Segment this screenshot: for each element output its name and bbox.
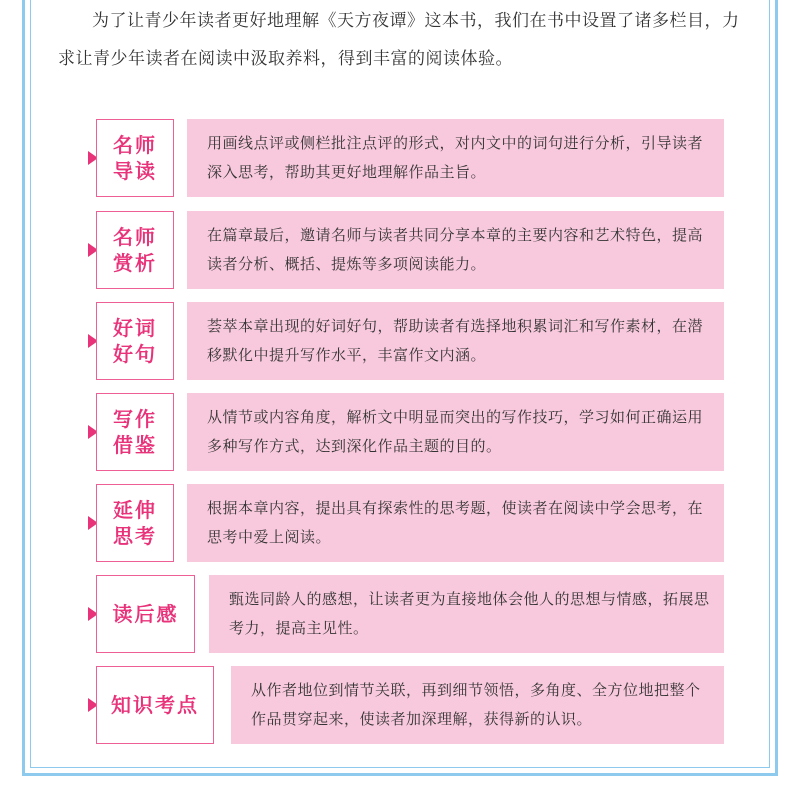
section-label bbox=[96, 211, 174, 289]
section-label bbox=[96, 575, 195, 653]
label-line-1: 好词 bbox=[113, 316, 157, 340]
label-line-2: 导读 bbox=[113, 159, 157, 183]
label-line-2: 赏析 bbox=[113, 251, 157, 275]
label-line-2: 好句 bbox=[113, 342, 157, 366]
section-description: 从情节或内容角度，解析文中明显而突出的写作技巧，学习如何正确运用多种写作方式，达到深化作品主题的目的。 bbox=[187, 393, 724, 471]
section-label bbox=[96, 393, 174, 471]
label-line-2: 借鉴 bbox=[113, 433, 157, 457]
section-label bbox=[96, 666, 214, 744]
section-label bbox=[96, 484, 174, 562]
section-description: 根据本章内容，提出具有探索性的思考题，使读者在阅读中学会思考，在思考中爱上阅读。 bbox=[187, 484, 724, 562]
section-description: 在篇章最后，邀请名师与读者共同分享本章的主要内容和艺术特色，提高读者分析、概括、提炼等多项阅读能力。 bbox=[187, 211, 724, 289]
label-line-1: 延伸 bbox=[113, 498, 157, 522]
section-description: 从作者地位到情节关联，再到细节领悟，多角度、全方位地把整个作品贯穿起来，使读者加深理解，获得新的认识。 bbox=[231, 666, 724, 744]
label-line-1: 写作 bbox=[113, 407, 157, 431]
section-description: 甄选同龄人的感想，让读者更为直接地体会他人的思想与情感，拓展思考力，提高主见性。 bbox=[209, 575, 724, 653]
section-label bbox=[96, 302, 174, 380]
label-line-1: 读后感 bbox=[112, 602, 179, 626]
section-description: 荟萃本章出现的好词好句，帮助读者有选择地积累词汇和写作素材，在潜移默化中提升写作水平，丰富作文内涵。 bbox=[187, 302, 724, 380]
section-label bbox=[96, 119, 174, 197]
label-line-1: 名师 bbox=[113, 225, 157, 249]
intro-paragraph: 为了让青少年读者更好地理解《天方夜谭》这本书，我们在书中设置了诸多栏目，力求让青少年读者在阅读中汲取养料，得到丰富的阅读体验。 bbox=[58, 11, 740, 69]
label-line-1: 知识考点 bbox=[111, 693, 199, 717]
label-line-2: 思考 bbox=[113, 524, 157, 548]
section-description: 用画线点评或侧栏批注点评的形式，对内文中的词句进行分析，引导读者深入思考，帮助其更好地理解作品主旨。 bbox=[187, 119, 724, 197]
label-line-1: 名师 bbox=[113, 133, 157, 157]
